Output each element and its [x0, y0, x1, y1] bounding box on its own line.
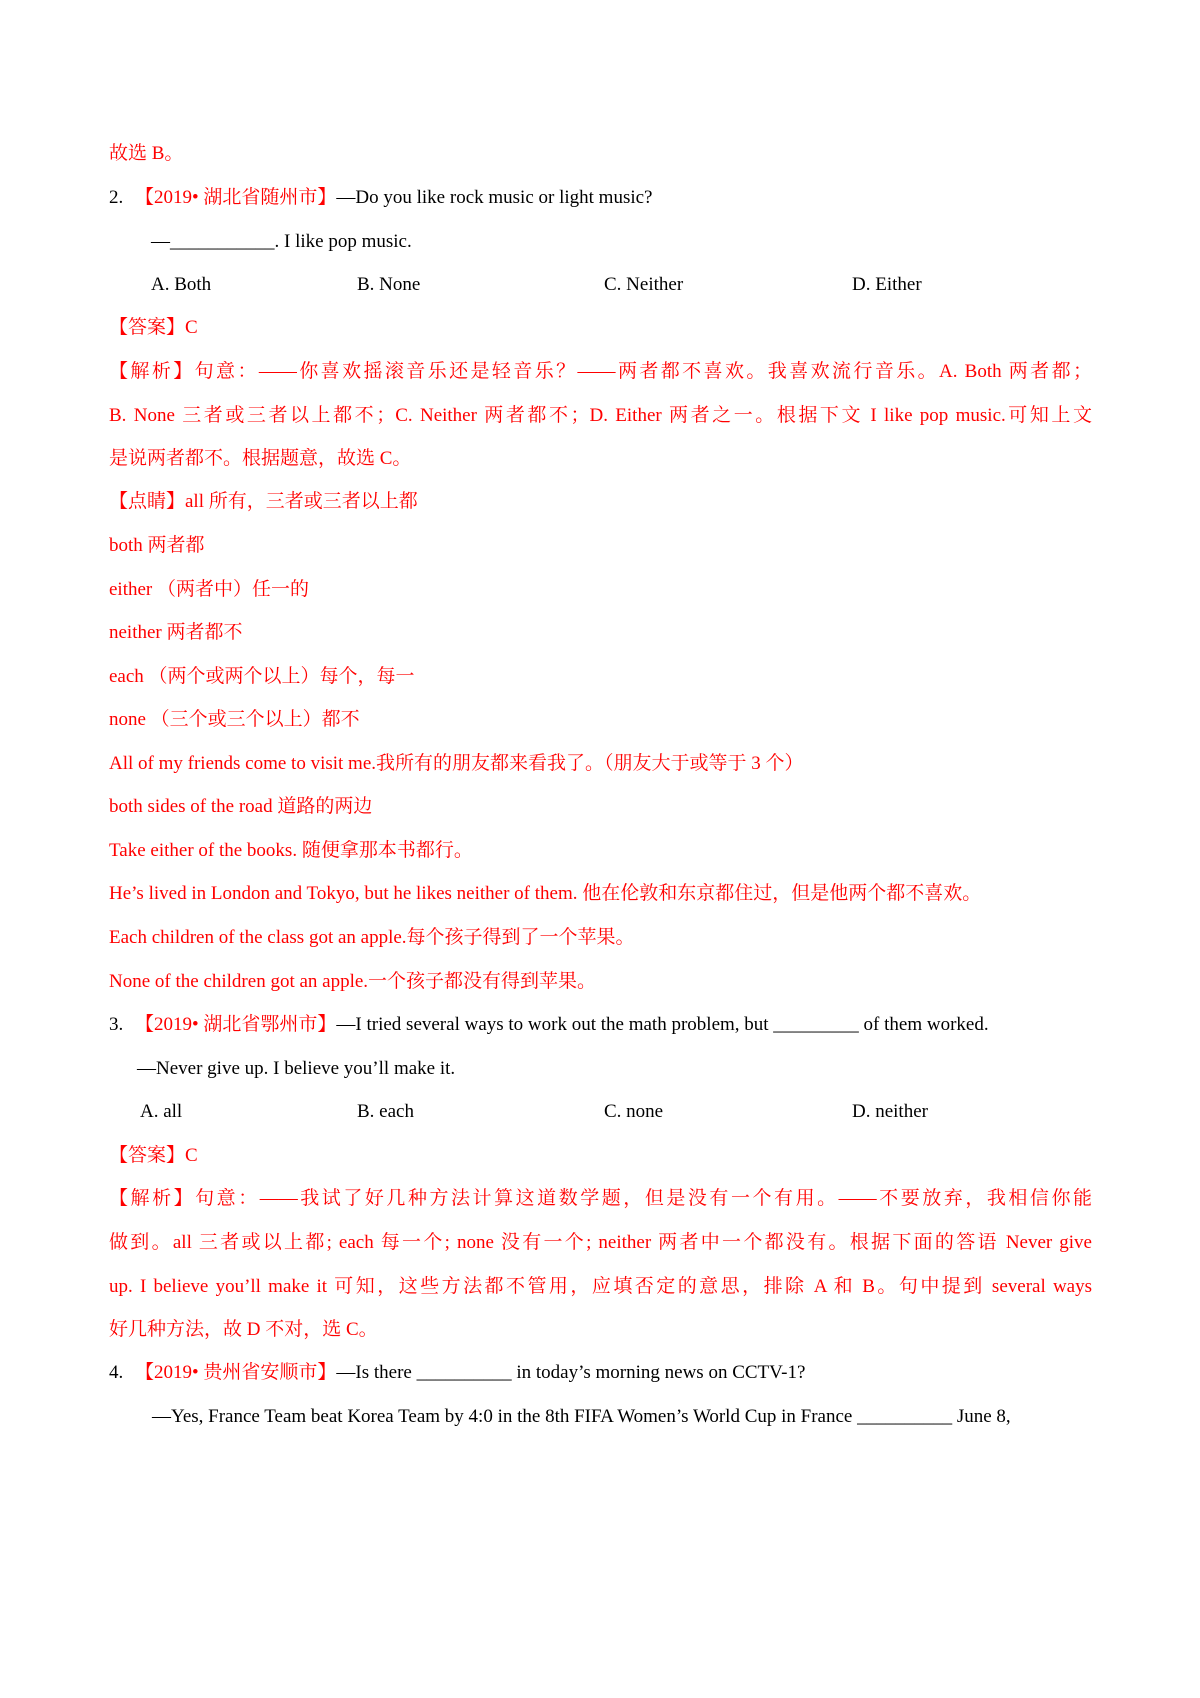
text-line: 故选 B。 [109, 143, 184, 164]
text-line: —Never give up. I believe you’ll make it. [137, 1058, 456, 1079]
answer-line: 【答案】C [109, 1145, 198, 1166]
example-line: Each children of the class got an apple.每个孩子得到了一个苹果。 [109, 927, 635, 948]
example-line: both sides of the road 道路的两边 [109, 796, 373, 817]
option-d: D. Either [852, 274, 922, 295]
question-text: —Is there __________ in today’s morning news on CCTV-1? [336, 1362, 806, 1383]
tip-line: 【点睛】all 所有，三者或三者以上都 [109, 491, 418, 512]
tip-line: each （两个或两个以上）每个，每一 [109, 666, 415, 687]
analysis-line: B. None 三者或三者以上都不；C. Neither 两者都不；D. Either 两者之一。根据下文 I like pop music.可知上文 [109, 405, 1092, 426]
analysis-line: 做到。all 三者或以上都; each 每一个; none 没有一个; neither 两者中一个都没有。根据下面的答语 Never give [109, 1232, 1092, 1253]
option-a: A. Both [151, 274, 212, 295]
question-source: 【2019• 湖北省鄂州市】 [135, 1014, 337, 1035]
tip-line: neither 两者都不 [109, 622, 243, 643]
option-c: C. none [604, 1101, 664, 1122]
question-2-stem [109, 183, 1092, 213]
example-line: All of my friends come to visit me.我所有的朋友都来看我了。（朋友大于或等于 3 个） [109, 753, 804, 774]
option-d: D. neither [852, 1101, 928, 1122]
question-3-stem [109, 1010, 1092, 1040]
tip-line: either （两者中）任一的 [109, 579, 310, 600]
example-line: He’s lived in London and Tokyo, but he likes neither of them. 他在伦敦和东京都住过，但是他两个都不喜欢。 [109, 883, 982, 904]
text-line: —___________. I like pop music. [151, 231, 412, 252]
example-line: Take either of the books. 随便拿那本书都行。 [109, 840, 473, 861]
question-source: 【2019• 湖北省随州市】 [135, 187, 337, 208]
option-b: B. each [357, 1101, 414, 1122]
option-c: C. Neither [604, 274, 684, 295]
text-line: —Yes, France Team beat Korea Team by 4:0 in the 8th FIFA Women’s World Cup in France __________ June 8, [152, 1406, 1011, 1427]
tip-line: both 两者都 [109, 535, 205, 556]
tip-line: none （三个或三个以上）都不 [109, 709, 360, 730]
question-text: —I tried several ways to work out the math problem, but _________ of them worked. [336, 1014, 989, 1035]
option-a: A. all [140, 1101, 183, 1122]
example-line: None of the children got an apple.一个孩子都没有得到苹果。 [109, 971, 597, 992]
analysis-line: up. I believe you’ll make it 可知，这些方法都不管用，应填否定的意思，排除 A 和 B。句中提到 several ways [109, 1276, 1092, 1297]
question-number: 2. [109, 187, 124, 208]
question-4-stem [109, 1358, 1092, 1388]
question-2-options [0, 270, 1200, 300]
answer-line: 【答案】C [109, 317, 198, 338]
question-text: —Do you like rock music or light music? [336, 187, 653, 208]
question-number: 4. [109, 1362, 124, 1383]
question-3-options [0, 1097, 1200, 1127]
question-source: 【2019• 贵州省安顺市】 [135, 1362, 337, 1383]
analysis-line: 【解析】句意：——你喜欢摇滚音乐还是轻音乐？——两者都不喜欢。我喜欢流行音乐。A. Both 两者都； [109, 361, 1092, 382]
analysis-line: 是说两者都不。根据题意，故选 C。 [109, 448, 412, 469]
option-b: B. None [357, 274, 421, 295]
analysis-line: 好几种方法，故 D 不对，选 C。 [109, 1319, 378, 1340]
question-number: 3. [109, 1014, 124, 1035]
analysis-line: 【解析】句意：——我试了好几种方法计算这道数学题，但是没有一个有用。——不要放弃，我相信你能 [109, 1188, 1092, 1209]
